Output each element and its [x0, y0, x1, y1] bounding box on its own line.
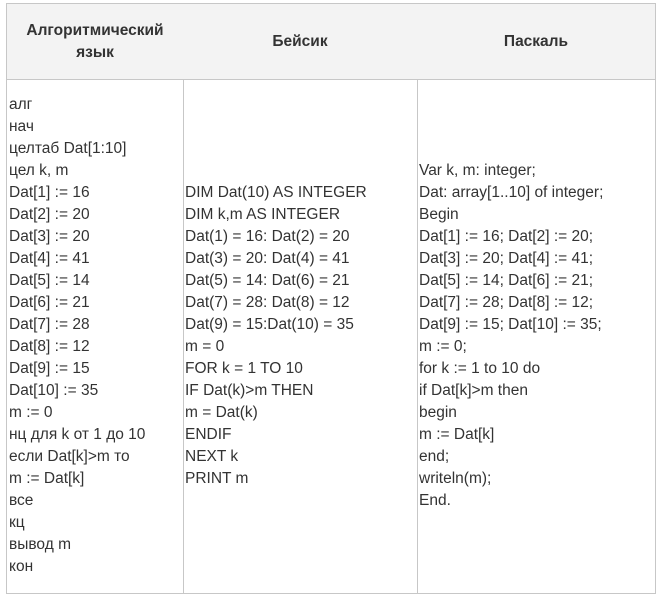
- basic-code-line: Dat(3) = 20: Dat(4) = 41: [185, 250, 350, 267]
- basic-code-line: NEXT k: [185, 448, 239, 465]
- basic-code-line: DIM Dat(10) AS INTEGER: [185, 184, 367, 201]
- pascal-code-line: Dat[3] := 20; Dat[4] := 41;: [419, 250, 594, 267]
- algo-header-label: Алгоритмический язык: [26, 21, 164, 61]
- pascal-code-line: Dat[1] := 16; Dat[2] := 20;: [419, 228, 594, 245]
- algo-header: [7, 4, 183, 80]
- basic-code-line: m = 0: [185, 338, 225, 355]
- algo-code-line: алг: [9, 96, 33, 113]
- algo-code-line: Dat[7] := 28: [9, 316, 90, 333]
- algo-code-line: Dat[10] := 35: [9, 382, 99, 399]
- basic-header: [183, 4, 417, 80]
- algo-code: [7, 94, 183, 578]
- code-comparison-table: [6, 3, 656, 594]
- algo-code-line: целтаб Dat[1:10]: [9, 140, 127, 157]
- pascal-code-line: m := 0;: [419, 338, 467, 355]
- algo-code-line: Dat[6] := 21: [9, 294, 90, 311]
- algo-code-line: если Dat[k]>m то: [9, 448, 130, 465]
- algo-code-line: нц для k от 1 до 10: [9, 426, 146, 443]
- basic-code-line: ENDIF: [185, 426, 232, 443]
- pascal-code-line: End.: [419, 492, 451, 509]
- basic-code-line: IF Dat(k)>m THEN: [185, 382, 314, 399]
- pascal-code-line: end;: [419, 448, 450, 465]
- pascal-header-label: Паскаль: [503, 32, 569, 50]
- basic-code: [183, 182, 417, 490]
- basic-code-line: FOR k = 1 TO 10: [185, 360, 303, 377]
- pascal-code-line: if Dat[k]>m then: [419, 382, 528, 399]
- algo-code-line: нач: [9, 118, 34, 135]
- algo-code-line: цел k, m: [9, 162, 69, 179]
- algo-code-line: Dat[8] := 12: [9, 338, 90, 355]
- pascal-code-line: Begin: [419, 206, 459, 223]
- algo-code-line: все: [9, 492, 34, 509]
- algo-code-line: Dat[5] := 14: [9, 272, 90, 289]
- basic-code-line: Dat(9) = 15:Dat(10) = 35: [185, 316, 354, 333]
- pascal-code-line: Dat[5] := 14; Dat[6] := 21;: [419, 272, 594, 289]
- basic-code-line: Dat(1) = 16: Dat(2) = 20: [185, 228, 350, 245]
- basic-code-line: Dat(5) = 14: Dat(6) = 21: [185, 272, 350, 289]
- pascal-code: [417, 160, 655, 512]
- algo-code-line: вывод m: [9, 536, 71, 553]
- basic-code-line: m = Dat(k): [185, 404, 258, 421]
- pascal-header: [417, 4, 655, 80]
- basic-code-line: PRINT m: [185, 470, 249, 487]
- algo-code-line: m := 0: [9, 404, 53, 421]
- pascal-column: [417, 4, 655, 593]
- algo-code-line: Dat[4] := 41: [9, 250, 90, 267]
- basic-code-line: DIM k,m AS INTEGER: [185, 206, 341, 223]
- pascal-code-line: Dat: array[1..10] of integer;: [419, 184, 604, 201]
- algo-code-line: Dat[3] := 20: [9, 228, 90, 245]
- pascal-code-line: Dat[9] := 15; Dat[10] := 35;: [419, 316, 602, 333]
- algo-code-line: m := Dat[k]: [9, 470, 85, 487]
- pascal-code-line: for k := 1 to 10 do: [419, 360, 541, 377]
- basic-header-label: Бейсик: [272, 32, 328, 50]
- pascal-code-line: writeln(m);: [419, 470, 492, 487]
- pascal-code-line: begin: [419, 404, 457, 421]
- pascal-code-line: Dat[7] := 28; Dat[8] := 12;: [419, 294, 594, 311]
- basic-code-line: Dat(7) = 28: Dat(8) = 12: [185, 294, 350, 311]
- basic-column: [183, 4, 418, 593]
- pascal-code-line: m := Dat[k]: [419, 426, 495, 443]
- algo-code-line: кц: [9, 514, 25, 531]
- algo-column: [7, 4, 184, 593]
- pascal-code-line: Var k, m: integer;: [419, 162, 536, 179]
- algo-code-line: Dat[1] := 16: [9, 184, 90, 201]
- algo-code-line: кон: [9, 558, 34, 575]
- algo-code-line: Dat[9] := 15: [9, 360, 90, 377]
- algo-code-line: Dat[2] := 20: [9, 206, 90, 223]
